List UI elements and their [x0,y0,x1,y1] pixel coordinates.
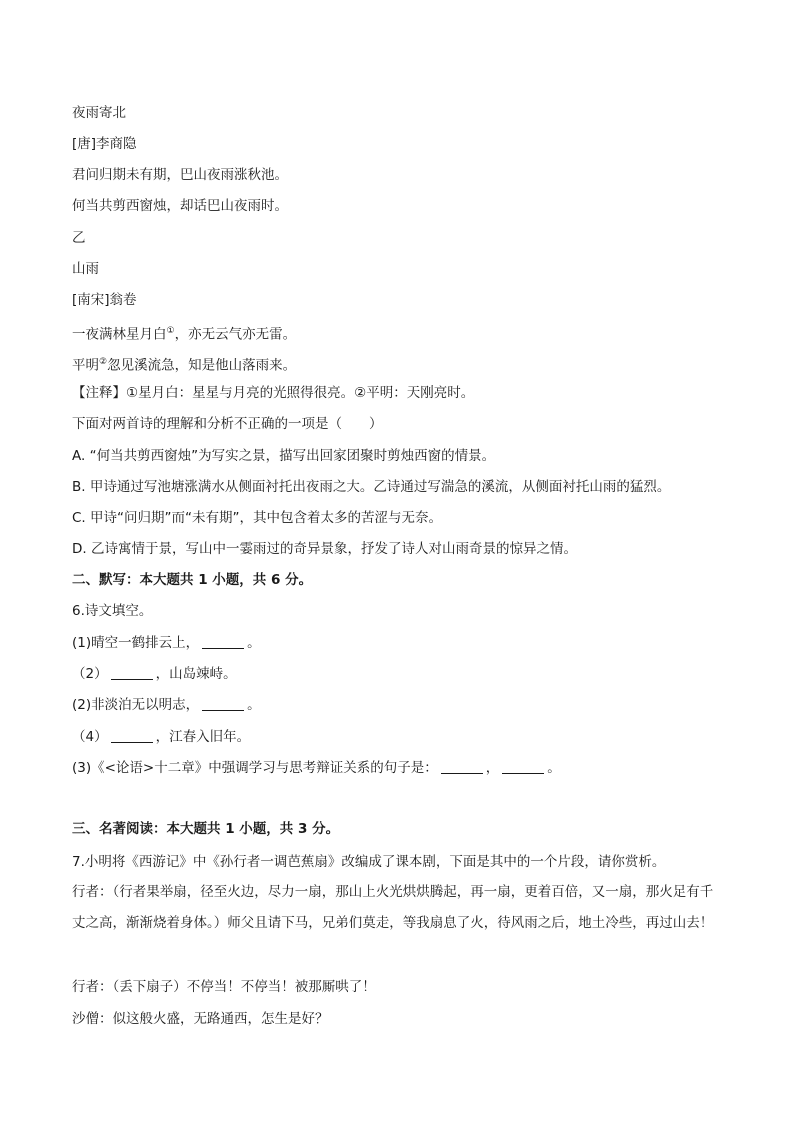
fill-item-5-text: (3)《<论语>十二章》中强调学习与思考辩证关系的句子是： [72,760,438,776]
answer-blank[interactable] [111,665,153,680]
fill-item-3-text: (2)非淡泊无以明志， [72,697,200,713]
fill-item-3 [72,695,261,715]
option-c: C. 甲诗“问归期”而“未有期”，其中包含着太多的苦涩与无奈。 [72,510,442,526]
poem-b-title: 山雨 [72,261,99,277]
question-7-title: 7.小明将《西游记》中《孙行者一调芭蕉扇》改编成了课本剧，下面是其中的一个片段，请你赏析。 [72,854,666,870]
fill-item-2 [72,664,237,684]
section-2-heading: 二、默写：本大题共 1 小题，共 6 分。 [72,572,313,588]
script-paragraph-2: 行者：（丢下扇子）不停当！不停当！被那厮哄了！ [72,979,376,995]
question-5-stem: 下面对两首诗的理解和分析不正确的一项是（ ） [72,416,383,432]
fill-item-1-end: 。 [247,635,261,651]
poem-b-label: 乙 [72,230,86,246]
annotation: 【注释】①星月白：星星与月亮的光照得很亮。②平明：天刚亮时。 [72,385,475,401]
script-paragraph-3: 沙僧：似这般火盛，无路通西，怎生是好？ [72,1011,329,1027]
fill-item-4-text: ，江春入旧年。 [155,729,251,745]
poem-b-author: [南宋]翁卷 [72,292,137,308]
fill-item-1 [72,633,261,653]
poem-b-line-1-text: 一夜满林星月白 [72,326,167,343]
poem-b-line-1-rest: ，亦无云气亦无雷。 [174,326,297,343]
question-6-title: 6.诗文填空。 [72,603,153,619]
answer-blank[interactable] [202,696,244,711]
fill-item-5-comma: ， [485,760,500,776]
fill-item-4 [72,727,250,747]
poem-b-line-2-rest: 忽见溪流急，知是他山落雨来。 [107,357,297,374]
answer-blank[interactable] [502,759,544,774]
fill-item-5-end: 。 [547,760,561,776]
poem-a-line-2: 何当共剪西窗烛，却话巴山夜雨时。 [72,198,288,214]
poem-a-author: [唐]李商隐 [72,136,137,152]
fill-item-5 [72,758,561,778]
fill-item-4-number: （4） [72,729,108,745]
poem-b-line-2-text: 平明 [72,357,99,374]
option-b: B. 甲诗通过写池塘涨满水从侧面衬托出夜雨之大。乙诗通过写湍急的溪流，从侧面衬托山雨的猛烈。 [72,479,671,495]
answer-blank[interactable] [202,634,244,649]
fill-item-3-end: 。 [247,697,261,713]
poem-a-line-1: 君问归期未有期，巴山夜雨涨秋池。 [72,167,288,183]
footnote-marker-2: ② [99,357,108,367]
footnote-marker-1: ① [166,326,175,336]
answer-blank[interactable] [441,759,483,774]
poem-b-line-2 [72,352,296,376]
script-paragraph-1: 行者：（行者果举扇，径至火边，尽力一扇，那山上火光烘烘腾起，再一扇，更着百倍，又一扇，那火足有千丈之高，渐渐烧着身体。）师父且请下马，兄弟们莫走，等我扇息了火，待风雨之后，地土冷些，再过山去！ [72,884,714,931]
fill-item-2-number: （2） [72,666,108,682]
poem-a-title: 夜雨寄北 [72,105,126,121]
fill-item-2-text: ，山岛竦峙。 [155,666,237,682]
poem-b-line-1 [72,321,296,345]
option-d: D. 乙诗寓情于景，写山中一霎雨过的奇异景象，抒发了诗人对山雨奇景的惊异之情。 [72,541,577,557]
section-3-heading: 三、名著阅读：本大题共 1 小题，共 3 分。 [72,821,340,837]
option-a: A. “何当共剪西窗烛”为写实之景，描写出回家团聚时剪烛西窗的情景。 [72,448,496,464]
fill-item-1-text: (1)晴空一鹤排云上， [72,635,200,651]
answer-blank[interactable] [111,728,153,743]
